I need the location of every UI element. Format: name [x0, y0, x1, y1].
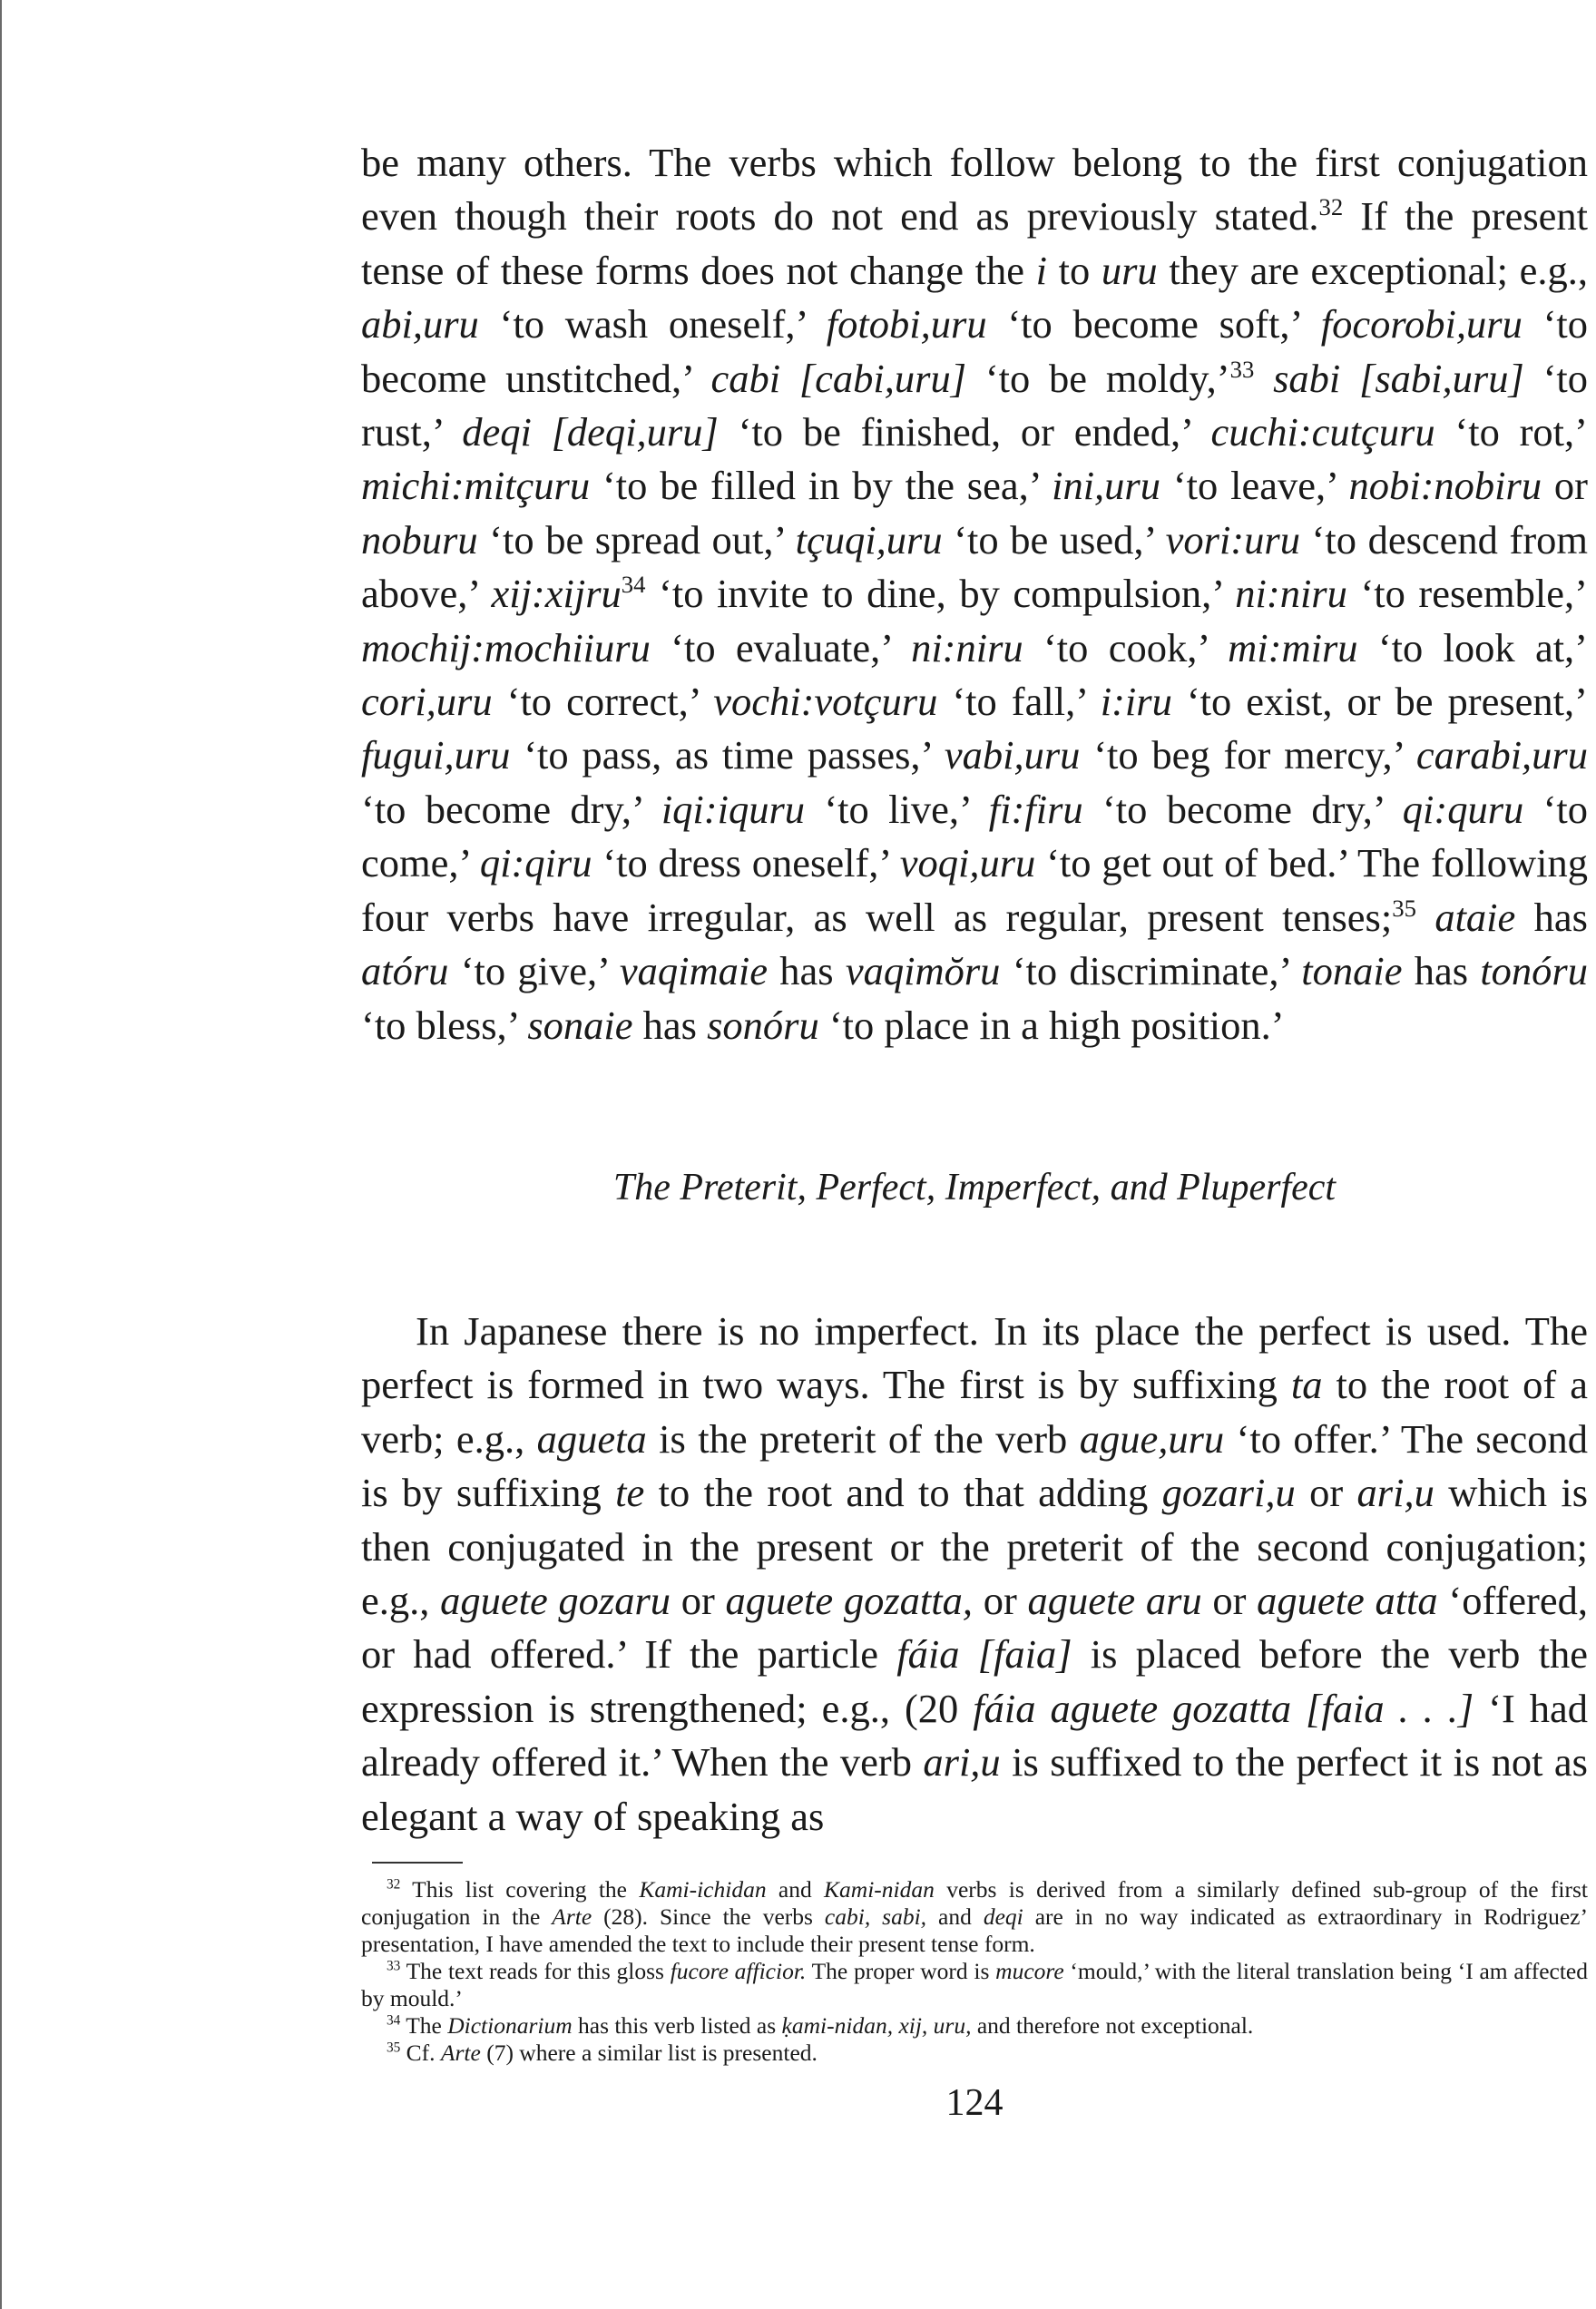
italic-term: ta	[1290, 1362, 1323, 1408]
italic-term: xij:xijru	[491, 571, 622, 617]
text-run: is the preterit of the verb	[646, 1415, 1080, 1462]
text-run: ‘to become unstitched,’	[361, 301, 1588, 401]
text-run: is placed before the verb the expression is strengthened; e.g., (20	[361, 1631, 1588, 1731]
text-run: ‘to evaluate,’	[650, 624, 912, 670]
text-run: ‘to become dry,’	[361, 786, 661, 832]
italic-term: cabi [cabi,uru]	[710, 355, 967, 401]
text-run: The proper word is	[806, 1957, 996, 1984]
italic-term: ni:niru	[1235, 571, 1347, 617]
text-run: ‘to correct,’	[492, 679, 714, 725]
text-run: ‘to be spread out,’	[477, 516, 796, 563]
text-run: ‘to give,’	[448, 948, 620, 994]
italic-term: mochij:mochiiuru	[361, 624, 651, 670]
text-run: ‘to look at,’	[1357, 624, 1589, 670]
italic-term: deqi	[983, 1903, 1023, 1930]
italic-term: agueta	[536, 1415, 647, 1462]
footnote-marker: 32	[1318, 193, 1344, 221]
text-run: ‘to place in a high position.’	[818, 1002, 1285, 1048]
text-run: ‘I had already offered it.’ When the verb	[361, 1685, 1589, 1786]
italic-term: i:iru	[1100, 679, 1172, 725]
text-run: and	[926, 1903, 984, 1930]
footnote-marker: 35	[387, 2040, 401, 2056]
italic-term: iqi:iquru	[661, 786, 806, 832]
text-run: verbs is derived from a similarly defined sub-group of the first conjugation in the	[361, 1875, 1589, 1930]
italic-term: fotobi,uru	[826, 301, 987, 347]
text-run: ‘to invite to dine, by compulsion,’	[645, 571, 1236, 617]
italic-term: Kami-ichidan	[639, 1875, 767, 1903]
italic-term: cori,uru	[361, 679, 493, 725]
italic-term: vaqimŏru	[845, 948, 1001, 994]
section-heading: The Preterit, Perfect, Imperfect, and Pluperfect	[612, 1166, 1337, 1208]
text-run: ‘to rot,’	[1434, 409, 1588, 455]
text-run: ‘to wash oneself,’	[478, 301, 827, 347]
text-run: ‘to become dry,’	[1082, 786, 1403, 832]
paragraph-1	[361, 136, 1588, 1052]
text-run: or	[671, 1577, 726, 1623]
text-run: ‘to beg for mercy,’	[1080, 732, 1416, 778]
italic-term: Arte	[440, 2039, 481, 2066]
text-run: ‘to come,’	[361, 786, 1589, 886]
text-run: ‘to be filled in by the sea,’	[590, 463, 1053, 509]
text-run: ‘to fall,’	[937, 679, 1101, 725]
text-run: they are exceptional; e.g.,	[1157, 247, 1588, 293]
italic-term: ari,u	[923, 1739, 1001, 1786]
italic-term: vabi,uru	[944, 732, 1081, 778]
footnote-marker: 33	[387, 1958, 401, 1974]
text-run: has	[1515, 894, 1588, 940]
text-run: ‘to pass, as time passes,’	[510, 732, 945, 778]
text-run	[1416, 895, 1434, 940]
text-run: (7) where a similar list is presented.	[480, 2039, 818, 2066]
text-run: ‘to dress oneself,’	[592, 840, 900, 886]
text-run: has	[1402, 948, 1481, 994]
italic-term: tonaie	[1301, 948, 1403, 994]
text-run: ‘to leave,’	[1160, 463, 1349, 509]
italic-term: focorobi,uru	[1320, 301, 1523, 347]
italic-term: sabi [sabi,uru]	[1273, 355, 1524, 401]
footnote-marker: 32	[387, 1876, 401, 1893]
text-run: are in no way indicated as extraordinary in Rodriguez’ presentation, I have amended the text to include their present tense form.	[361, 1903, 1588, 1957]
text-run: to the root of a verb; e.g.,	[361, 1362, 1588, 1462]
text-run: ‘to get out of bed.’ The following four verbs have irregular, as well as regular, present tenses;	[361, 840, 1588, 940]
italic-term: gozari,u	[1161, 1470, 1296, 1516]
italic-term: cabi, sabi,	[824, 1903, 927, 1930]
text-run: which is then conjugated in the present or the preterit of the second conjugation; e.g.,	[361, 1470, 1589, 1623]
italic-term: mi:miru	[1228, 624, 1358, 670]
footnotes	[361, 1876, 1588, 2067]
text-run: ‘to become soft,’	[986, 301, 1321, 347]
footnote-34	[361, 2012, 1588, 2040]
italic-term: vaqimaie	[619, 948, 769, 994]
footnote-35	[361, 2040, 1588, 2067]
italic-term: qi:quru	[1402, 786, 1524, 832]
italic-term: fugui,uru	[361, 732, 511, 778]
italic-term: te	[615, 1470, 645, 1516]
italic-term: deqi [deqi,uru]	[462, 409, 719, 455]
text-run: In Japanese there is no imperfect. In its place the perfect is used. The perfect is formed in two ways. The first is by suffixing	[361, 1307, 1588, 1408]
italic-term: qi:qiru	[479, 840, 592, 886]
italic-term: aguete gozatta,	[725, 1577, 974, 1623]
text-run: ‘to resemble,’	[1346, 571, 1588, 617]
italic-term: mucore	[995, 1957, 1064, 1984]
italic-term: aguete aru	[1027, 1577, 1202, 1623]
italic-term: abi,uru	[361, 301, 479, 347]
italic-term: ini,uru	[1052, 463, 1160, 509]
italic-term: sonaie	[527, 1002, 633, 1048]
paragraph-2	[361, 1305, 1588, 1844]
text-run: and	[766, 1875, 825, 1903]
italic-term: ni:niru	[911, 624, 1023, 670]
text-run: If the present tense of these forms does not change the	[361, 193, 1588, 293]
text-run: ‘to discriminate,’	[1000, 948, 1302, 994]
italic-term: ari,u	[1356, 1470, 1434, 1516]
italic-term: atóru	[361, 948, 449, 994]
footnote-marker: 34	[621, 571, 646, 599]
text-run: ‘to be finished, or ended,’	[718, 409, 1211, 455]
page-number: 124	[945, 2081, 1004, 2124]
italic-term: carabi,uru	[1415, 732, 1588, 778]
footnote-marker: 35	[1392, 894, 1416, 922]
italic-term: Dictionarium	[447, 2011, 573, 2039]
text-run: Cf.	[400, 2039, 441, 2066]
text-run: has this verb listed as	[572, 2011, 782, 2039]
text-run: The	[400, 2011, 448, 2039]
italic-term: vori:uru	[1165, 516, 1300, 563]
italic-term: fáia aguete gozatta [faia . . .]	[973, 1685, 1474, 1731]
italic-term: vochi:votçuru	[713, 679, 938, 725]
italic-term: fucore afficior.	[670, 1957, 807, 1984]
text-run: is suffixed to the perfect it is not as elegant a way of speaking as	[361, 1739, 1588, 1839]
text-run: ‘to be used,’	[942, 516, 1166, 563]
italic-term: fi:firu	[988, 786, 1083, 832]
page-left-edge	[0, 0, 2, 2309]
text-run: or	[1542, 463, 1588, 509]
text-run: or	[1201, 1577, 1258, 1623]
italic-term: uru	[1101, 247, 1158, 293]
text-run: ‘mould,’ with the literal translation being ‘I am affected by mould.’	[361, 1957, 1589, 2011]
footnote-rule	[372, 1862, 463, 1864]
italic-term: tçuqi,uru	[795, 516, 943, 563]
italic-term: voqi,uru	[899, 840, 1036, 886]
italic-term: ḳami-nidan, xij, uru,	[781, 2011, 972, 2039]
italic-term: tonóru	[1480, 948, 1588, 994]
italic-term: ague,uru	[1079, 1415, 1225, 1462]
footnote-33	[361, 1958, 1588, 2012]
text-run	[1254, 356, 1273, 401]
italic-term: noburu	[361, 516, 478, 563]
text-run: ‘offered, or had offered.’ If the particle	[361, 1577, 1588, 1678]
text-run: has	[632, 1002, 708, 1048]
text-run: or	[1295, 1470, 1357, 1516]
text-run: ‘to rust,’	[361, 355, 1589, 455]
italic-term: ataie	[1434, 894, 1516, 940]
text-run: and therefore not exceptional.	[971, 2011, 1254, 2039]
footnote-marker: 34	[387, 2012, 401, 2029]
italic-term: cuchi:cutçuru	[1210, 409, 1435, 455]
text-run: ‘to live,’	[805, 786, 989, 832]
italic-term: Arte	[552, 1903, 592, 1930]
text-run: ‘to descend from above,’	[361, 516, 1589, 617]
italic-term: aguete gozaru	[440, 1577, 671, 1623]
italic-term: michi:mitçuru	[361, 463, 591, 509]
footnote-marker: 33	[1229, 355, 1255, 383]
text-run: ‘to exist, or be present,’	[1171, 679, 1588, 725]
text-run: The text reads for this gloss	[400, 1957, 671, 1984]
italic-term: i	[1035, 247, 1047, 293]
italic-term: nobi:nobiru	[1348, 463, 1542, 509]
italic-term: aguete atta	[1257, 1577, 1438, 1623]
italic-term: fáia [faia]	[896, 1631, 1072, 1678]
text-run: has	[768, 948, 846, 994]
italic-term: sonóru	[707, 1002, 819, 1048]
text-run: ‘to bless,’	[361, 1002, 528, 1048]
text-run: to	[1046, 247, 1102, 293]
text-run: ‘to offer.’ The second is by suffixing	[361, 1415, 1589, 1516]
text-run: to the root and to that adding	[644, 1470, 1162, 1516]
italic-term: Kami-nidan	[824, 1875, 935, 1903]
text-run: ‘to be moldy,’	[966, 355, 1230, 401]
text-run: or	[973, 1577, 1028, 1623]
page-content	[361, 136, 1588, 2125]
text-run: be many others. The verbs which follow belong to the first conjugation even though their roots do not end as previously stated.	[361, 140, 1588, 240]
text-run: (28). Since the verbs	[592, 1903, 825, 1930]
text-run: ‘to cook,’	[1023, 624, 1229, 670]
footnote-32	[361, 1876, 1588, 1958]
text-run: This list covering the	[400, 1875, 640, 1903]
